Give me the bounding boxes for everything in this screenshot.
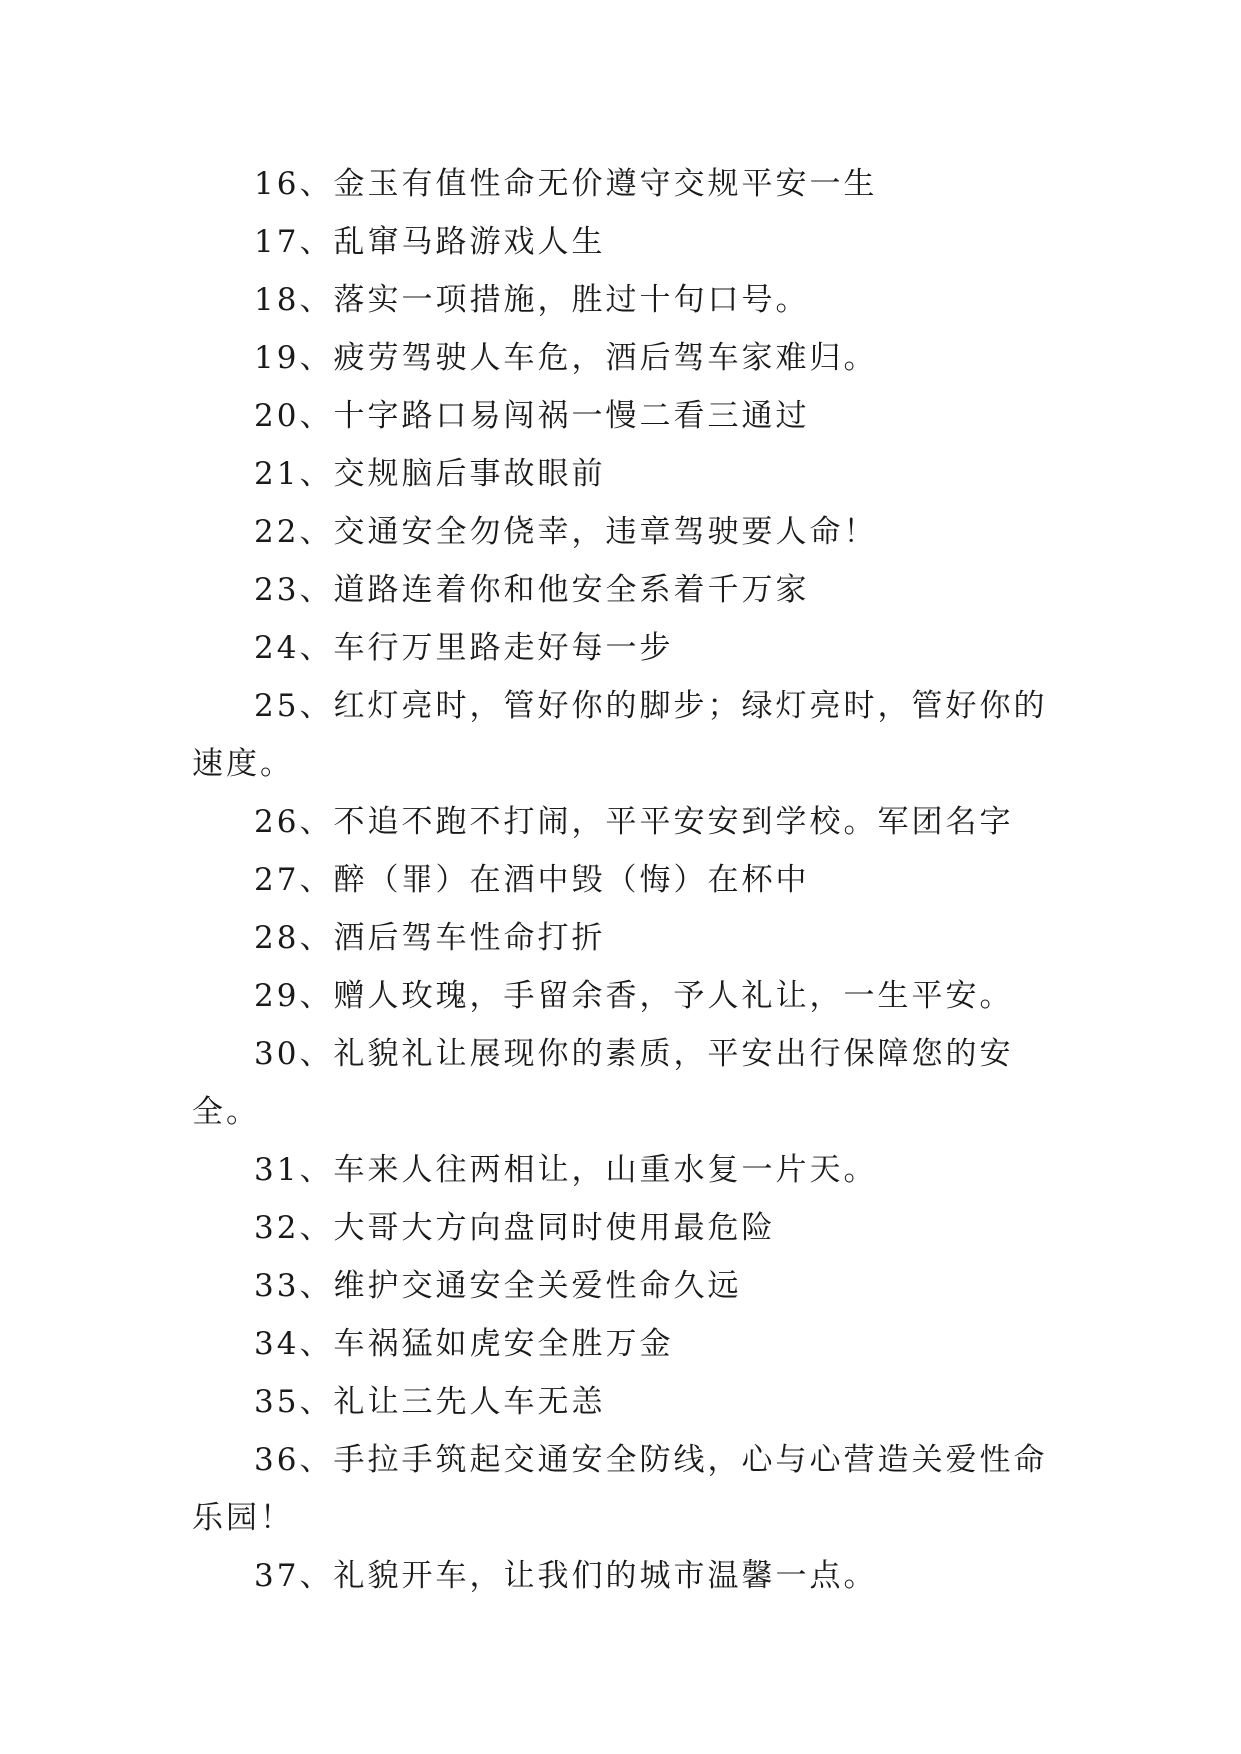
slogan-item: 18、落实一项措施，胜过十句口号。 — [254, 282, 810, 318]
slogan-list — [192, 155, 1072, 1605]
slogan-item: 25、红灯亮时，管好你的脚步；绿灯亮时，管好你的速度。 — [192, 688, 1048, 782]
slogan-item: 17、乱窜马路游戏人生 — [254, 224, 606, 260]
slogan-item: 20、十字路口易闯祸一慢二看三通过 — [254, 398, 810, 434]
slogan-item: 35、礼让三先人车无恙 — [254, 1384, 606, 1420]
slogan-item: 34、车祸猛如虎安全胜万金 — [254, 1326, 674, 1362]
slogan-item: 30、礼貌礼让展现你的素质，平安出行保障您的安全。 — [192, 1036, 1014, 1130]
slogan-item: 16、金玉有值性命无价遵守交规平安一生 — [254, 166, 878, 202]
slogan-item: 21、交规脑后事故眼前 — [254, 456, 606, 492]
slogan-item: 22、交通安全勿侥幸，违章驾驶要人命！ — [254, 514, 878, 550]
slogan-item: 24、车行万里路走好每一步 — [254, 630, 674, 666]
slogan-item: 19、疲劳驾驶人车危，酒后驾车家难归。 — [254, 340, 878, 376]
slogan-item: 26、不追不跑不打闹，平平安安到学校。军团名字 — [254, 804, 1014, 840]
slogan-item: 33、维护交通安全关爱性命久远 — [254, 1268, 742, 1304]
slogan-item: 27、醉（罪）在酒中毁（悔）在杯中 — [254, 862, 810, 898]
slogan-item: 32、大哥大方向盘同时使用最危险 — [254, 1210, 776, 1246]
slogan-item: 36、手拉手筑起交通安全防线，心与心营造关爱性命乐园！ — [192, 1442, 1048, 1536]
slogan-item: 31、车来人往两相让，山重水复一片天。 — [254, 1152, 878, 1188]
slogan-item: 23、道路连着你和他安全系着千万家 — [254, 572, 810, 608]
slogan-item: 28、酒后驾车性命打折 — [254, 920, 606, 956]
slogan-item: 37、礼貌开车，让我们的城市温馨一点。 — [254, 1558, 878, 1594]
slogan-item: 29、赠人玫瑰，手留余香，予人礼让，一生平安。 — [254, 978, 1014, 1014]
